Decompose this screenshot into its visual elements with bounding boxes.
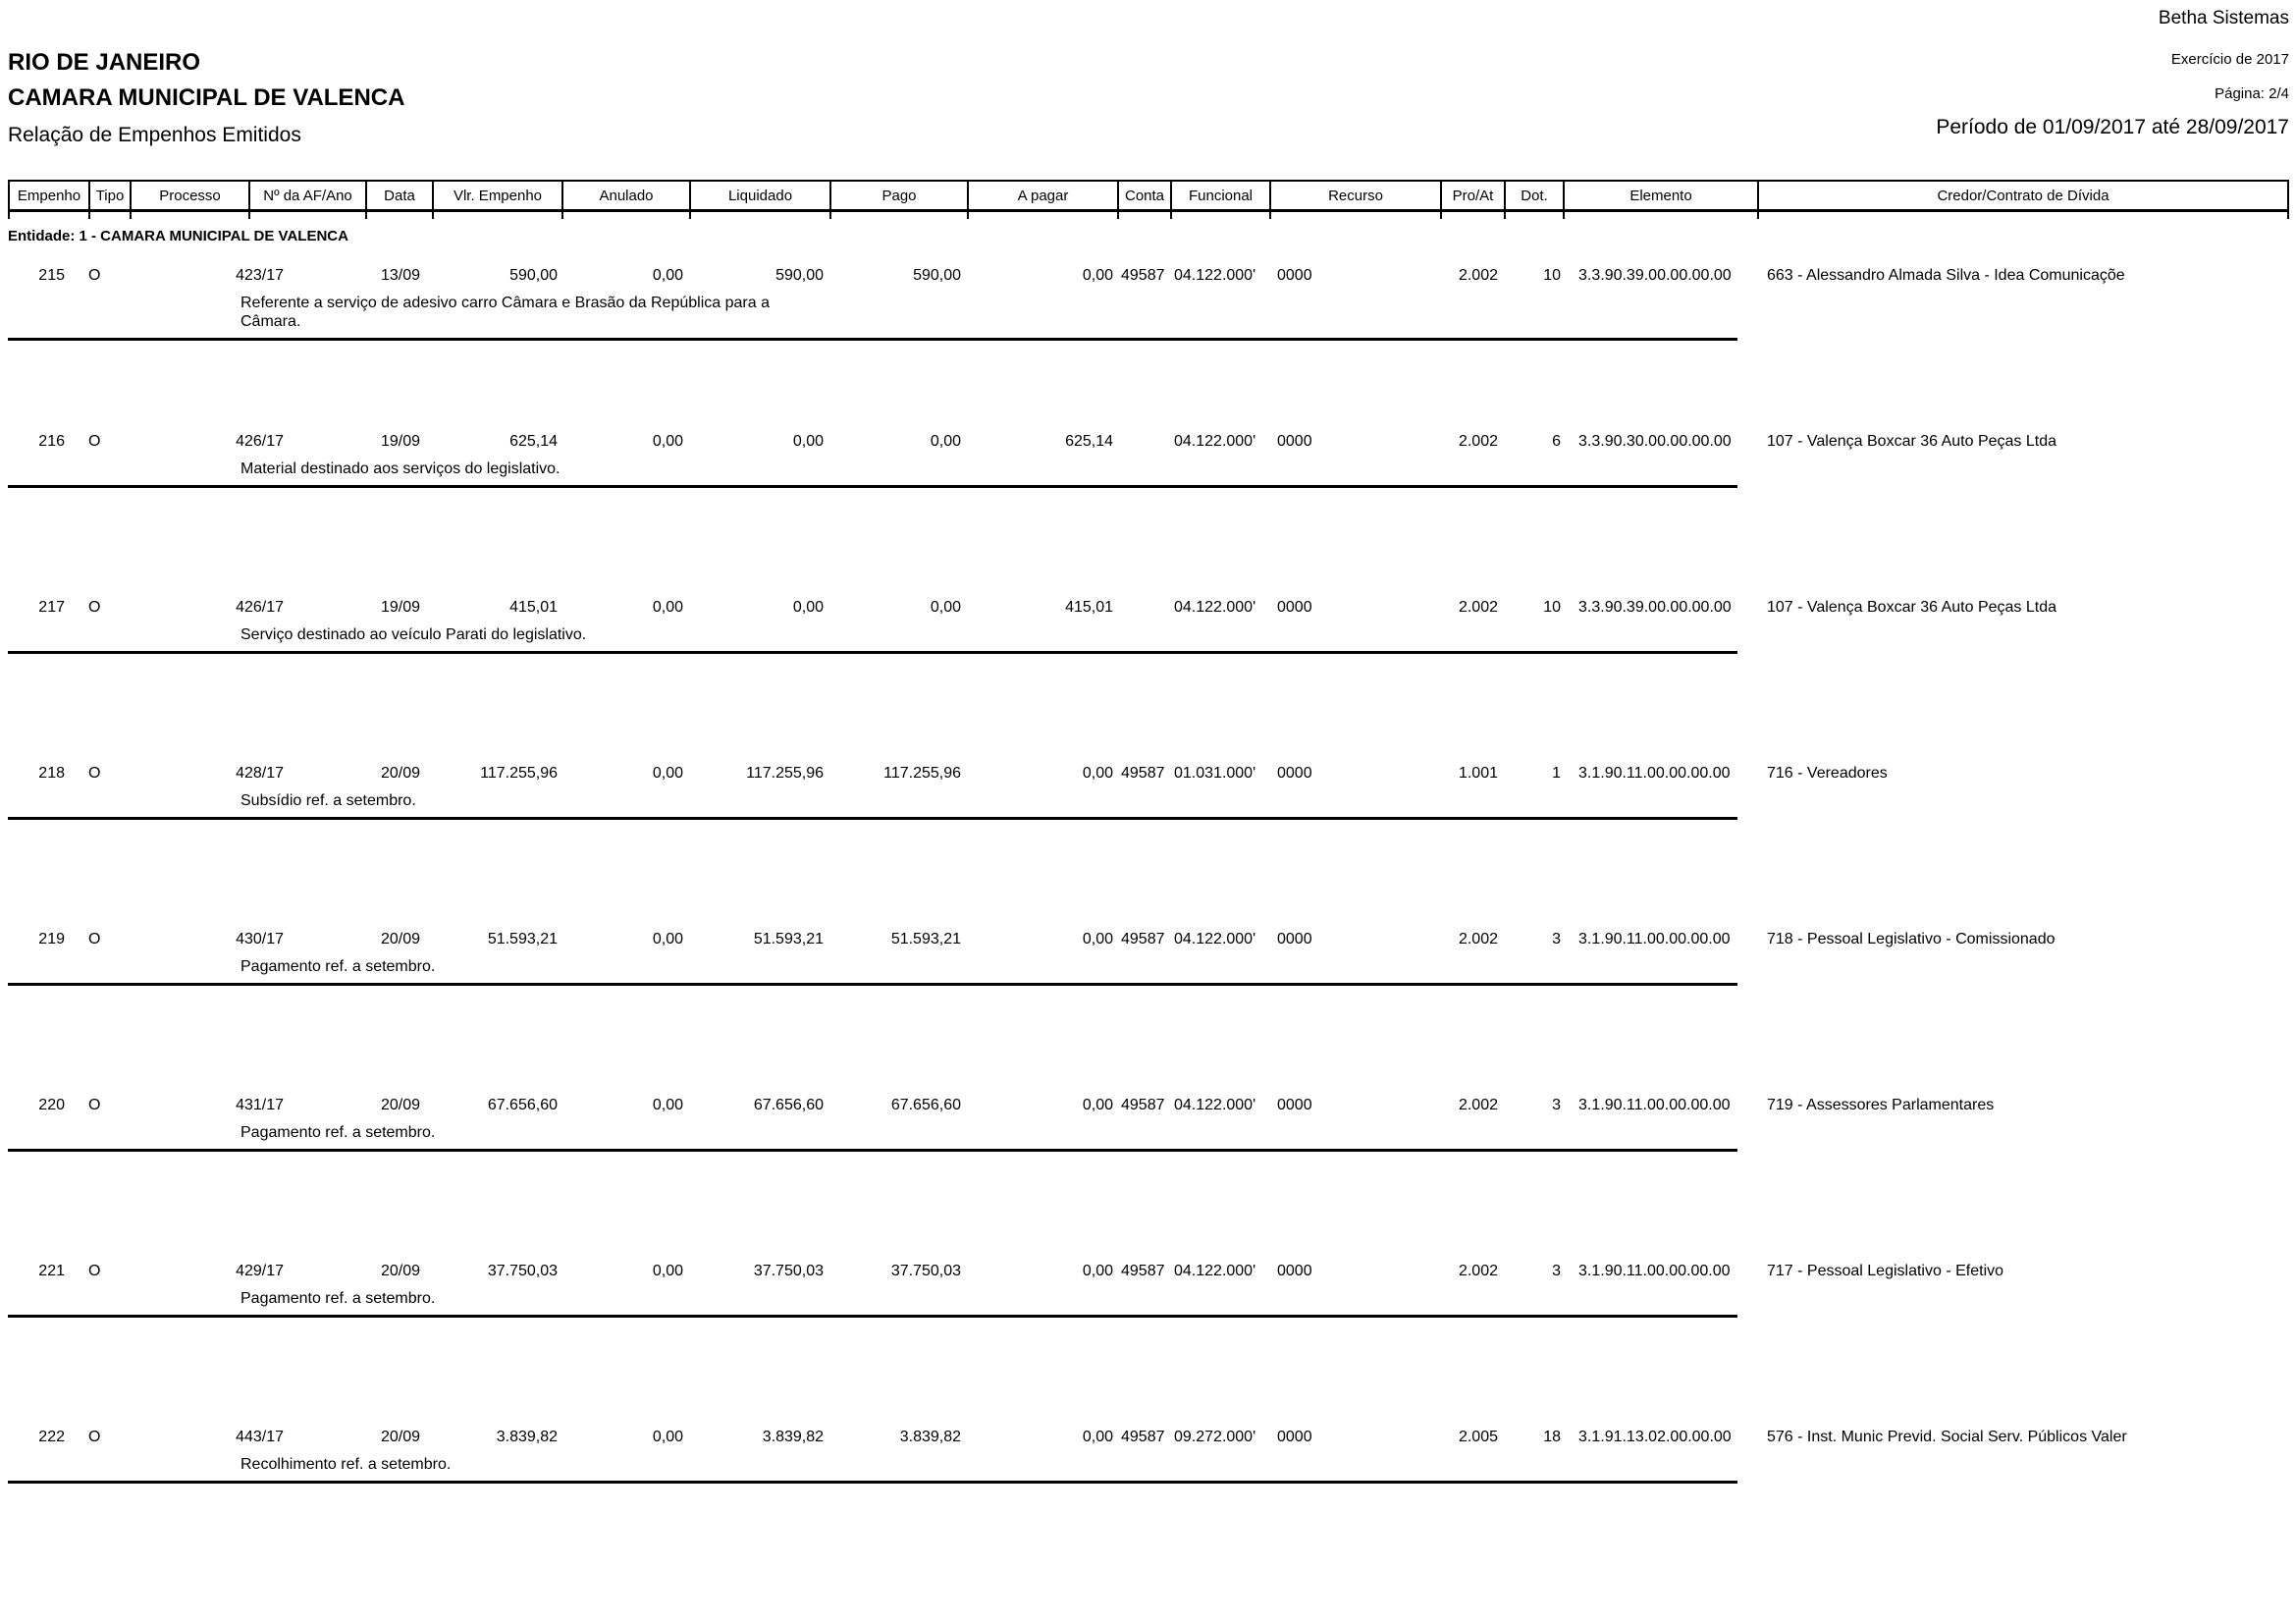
processo-value: 429/17 <box>236 1263 284 1279</box>
vlr-empenho-value: 590,00 <box>509 267 558 284</box>
page-number: Página: 2/4 <box>2215 85 2289 102</box>
recurso-value: 0000 <box>1277 765 1312 782</box>
empenho-record <box>8 432 2296 598</box>
report-title: Relação de Empenhos Emitidos <box>8 124 301 146</box>
column-header-anulado: Anulado <box>563 182 691 209</box>
vlr-empenho-value: 51.593,21 <box>487 931 558 947</box>
elemento-value: 3.3.90.30.00.00.00.00 <box>1578 433 1732 450</box>
credor-value: 663 - Alessandro Almada Silva - Idea Comunicaçõe <box>1767 267 2125 284</box>
data-value: 20/09 <box>380 765 420 782</box>
column-header-dot: Dot. <box>1506 182 1565 209</box>
empenho-number: 220 <box>38 1097 65 1113</box>
empenho-record <box>8 1428 2296 1594</box>
liquidado-value: 67.656,60 <box>753 1097 824 1113</box>
empenho-descricao: Pagamento ref. a setembro. <box>240 958 436 975</box>
entity-name: CAMARA MUNICIPAL DE VALENCA <box>8 84 405 111</box>
data-value: 20/09 <box>380 1263 420 1279</box>
entity-line: Entidade: 1 - CAMARA MUNICIPAL DE VALENCA <box>8 228 348 244</box>
pro-at-value: 2.002 <box>1458 433 1498 450</box>
a-pagar-value: 0,00 <box>1082 1263 1113 1279</box>
empenho-tipo: O <box>88 1263 101 1279</box>
a-pagar-value: 0,00 <box>1082 267 1113 284</box>
column-header-af-ano: Nº da AF/Ano <box>250 182 367 209</box>
credor-value: 718 - Pessoal Legislativo - Comissionado <box>1767 931 2056 947</box>
processo-value: 423/17 <box>236 267 284 284</box>
recurso-value: 0000 <box>1277 599 1312 616</box>
anulado-value: 0,00 <box>652 267 683 284</box>
funcional-value: 04.122.000' <box>1174 599 1256 616</box>
record-separator <box>8 983 1737 986</box>
dot-value: 3 <box>1552 1263 1561 1279</box>
table-column-headers <box>8 180 2289 212</box>
recurso-value: 0000 <box>1277 931 1312 947</box>
column-header-recurso: Recurso <box>1271 182 1442 209</box>
empenho-descricao: Pagamento ref. a setembro. <box>240 1124 436 1141</box>
empenho-number: 218 <box>38 765 65 782</box>
empenho-row <box>8 432 2296 451</box>
empenho-record <box>8 1262 2296 1428</box>
empenho-descricao: Recolhimento ref. a setembro. <box>240 1456 452 1473</box>
column-header-funcional: Funcional <box>1172 182 1271 209</box>
empenho-descricao: Referente a serviço de adesivo carro Câmara e Brasão da República para a Câmara. <box>240 295 770 330</box>
a-pagar-value: 0,00 <box>1082 765 1113 782</box>
elemento-value: 3.1.90.11.00.00.00.00 <box>1578 1097 1731 1113</box>
pago-value: 0,00 <box>930 433 961 450</box>
empenho-record <box>8 1096 2296 1262</box>
pro-at-value: 2.002 <box>1458 1097 1498 1113</box>
dot-value: 3 <box>1552 931 1561 947</box>
conta-value: 49587 <box>1121 765 1165 782</box>
anulado-value: 0,00 <box>652 1097 683 1113</box>
pago-value: 67.656,60 <box>890 1097 961 1113</box>
processo-value: 426/17 <box>236 599 284 616</box>
column-header-a-pagar: A pagar <box>969 182 1119 209</box>
vlr-empenho-value: 37.750,03 <box>487 1263 558 1279</box>
processo-value: 428/17 <box>236 765 284 782</box>
anulado-value: 0,00 <box>652 931 683 947</box>
column-header-conta: Conta <box>1119 182 1172 209</box>
pago-value: 3.839,82 <box>899 1429 961 1445</box>
pro-at-value: 2.002 <box>1458 931 1498 947</box>
liquidado-value: 37.750,03 <box>753 1263 824 1279</box>
vlr-empenho-value: 67.656,60 <box>487 1097 558 1113</box>
record-separator <box>8 338 1737 341</box>
empenho-descricao: Serviço destinado ao veículo Parati do legislativo. <box>240 626 587 643</box>
empenho-number: 215 <box>38 267 65 284</box>
empenho-tipo: O <box>88 433 101 450</box>
recurso-value: 0000 <box>1277 267 1312 284</box>
empenho-record <box>8 266 2296 432</box>
pro-at-value: 2.002 <box>1458 599 1498 616</box>
record-separator <box>8 485 1737 488</box>
recurso-value: 0000 <box>1277 1097 1312 1113</box>
empenho-record <box>8 598 2296 764</box>
empenho-row <box>8 1096 2296 1114</box>
processo-value: 426/17 <box>236 433 284 450</box>
liquidado-value: 51.593,21 <box>753 931 824 947</box>
vendor-name: Betha Sistemas <box>2158 8 2289 28</box>
conta-value: 49587 <box>1121 1097 1165 1113</box>
a-pagar-value: 625,14 <box>1065 433 1113 450</box>
empenho-row <box>8 598 2296 617</box>
column-header-elemento: Elemento <box>1565 182 1759 209</box>
column-header-data: Data <box>367 182 434 209</box>
dot-value: 3 <box>1552 1097 1561 1113</box>
funcional-value: 09.272.000' <box>1174 1429 1256 1445</box>
liquidado-value: 0,00 <box>792 433 824 450</box>
conta-value: 49587 <box>1121 267 1165 284</box>
column-header-empenho: Empenho <box>10 182 90 209</box>
conta-value <box>1117 432 1170 451</box>
af-ano-value <box>307 598 365 617</box>
record-separator <box>8 817 1737 820</box>
elemento-value: 3.3.90.39.00.00.00.00 <box>1578 267 1732 284</box>
pago-value: 590,00 <box>913 267 961 284</box>
empenho-tipo: O <box>88 1429 101 1445</box>
pro-at-value: 2.005 <box>1458 1429 1498 1445</box>
liquidado-value: 590,00 <box>775 267 824 284</box>
data-value: 13/09 <box>380 267 420 284</box>
vlr-empenho-value: 117.255,96 <box>480 765 558 782</box>
pago-value: 51.593,21 <box>890 931 961 947</box>
empenho-row <box>8 266 2296 285</box>
processo-value: 443/17 <box>236 1429 284 1445</box>
funcional-value: 04.122.000' <box>1174 267 1256 284</box>
anulado-value: 0,00 <box>652 433 683 450</box>
records <box>8 266 2296 1594</box>
column-header-liquidado: Liquidado <box>691 182 831 209</box>
af-ano-value <box>307 1262 365 1280</box>
dot-value: 18 <box>1543 1429 1561 1445</box>
data-value: 19/09 <box>380 433 420 450</box>
dot-value: 6 <box>1552 433 1561 450</box>
anulado-value: 0,00 <box>652 765 683 782</box>
elemento-value: 3.1.90.11.00.00.00.00 <box>1578 931 1731 947</box>
af-ano-value <box>307 1096 365 1114</box>
record-separator <box>8 1315 1737 1318</box>
empenho-row <box>8 764 2296 783</box>
empenho-number: 221 <box>38 1263 65 1279</box>
pro-at-value: 1.001 <box>1458 765 1498 782</box>
elemento-value: 3.1.91.13.02.00.00.00 <box>1578 1429 1732 1445</box>
empenho-number: 219 <box>38 931 65 947</box>
dot-value: 10 <box>1543 599 1561 616</box>
funcional-value: 04.122.000' <box>1174 1097 1256 1113</box>
funcional-value: 04.122.000' <box>1174 931 1256 947</box>
empenho-tipo: O <box>88 765 101 782</box>
empenho-row <box>8 930 2296 948</box>
recurso-value: 0000 <box>1277 433 1312 450</box>
column-tick-marks <box>8 212 2289 219</box>
pro-at-value: 2.002 <box>1458 1263 1498 1279</box>
report-period: Período de 01/09/2017 até 28/09/2017 <box>1936 116 2289 138</box>
credor-value: 716 - Vereadores <box>1767 765 1888 782</box>
elemento-value: 3.1.90.11.00.00.00.00 <box>1578 1263 1731 1279</box>
anulado-value: 0,00 <box>652 1429 683 1445</box>
a-pagar-value: 0,00 <box>1082 1429 1113 1445</box>
column-header-vlr-empenho: Vlr. Empenho <box>434 182 563 209</box>
vlr-empenho-value: 415,01 <box>509 599 558 616</box>
af-ano-value <box>307 432 365 451</box>
a-pagar-value: 415,01 <box>1065 599 1113 616</box>
funcional-value: 01.031.000' <box>1174 765 1256 782</box>
empenho-tipo: O <box>88 599 101 616</box>
af-ano-value <box>307 266 365 285</box>
credor-value: 576 - Inst. Munic Previd. Social Serv. Públicos Valer <box>1767 1429 2127 1445</box>
column-header-pago: Pago <box>831 182 969 209</box>
dot-value: 10 <box>1543 267 1561 284</box>
conta-value: 49587 <box>1121 1263 1165 1279</box>
column-header-credor: Credor/Contrato de Dívida <box>1937 187 2109 204</box>
empenho-descricao: Material destinado aos serviços do legislativo. <box>240 460 561 477</box>
recurso-value: 0000 <box>1277 1263 1312 1279</box>
empenho-row <box>8 1428 2296 1446</box>
empenho-tipo: O <box>88 267 101 284</box>
funcional-value: 04.122.000' <box>1174 1263 1256 1279</box>
record-separator <box>8 1149 1737 1152</box>
empenho-tipo: O <box>88 931 101 947</box>
a-pagar-value: 0,00 <box>1082 931 1113 947</box>
liquidado-value: 0,00 <box>792 599 824 616</box>
funcional-value: 04.122.000' <box>1174 433 1256 450</box>
vlr-empenho-value: 3.839,82 <box>496 1429 558 1445</box>
empenho-number: 216 <box>38 433 65 450</box>
empenho-number: 222 <box>38 1429 65 1445</box>
empenho-descricao: Pagamento ref. a setembro. <box>240 1290 436 1307</box>
anulado-value: 0,00 <box>652 599 683 616</box>
data-value: 20/09 <box>380 1097 420 1113</box>
conta-value: 49587 <box>1121 1429 1165 1445</box>
processo-value: 430/17 <box>236 931 284 947</box>
af-ano-value <box>307 764 365 783</box>
conta-value <box>1117 598 1170 617</box>
data-value: 19/09 <box>380 599 420 616</box>
empenho-record <box>8 764 2296 930</box>
pago-value: 117.255,96 <box>883 765 961 782</box>
state-name: RIO DE JANEIRO <box>8 49 201 76</box>
empenho-row <box>8 1262 2296 1280</box>
column-header-pro-at: Pro/At <box>1442 182 1506 209</box>
af-ano-value <box>307 1428 365 1446</box>
pro-at-value: 2.002 <box>1458 267 1498 284</box>
vlr-empenho-value: 625,14 <box>509 433 558 450</box>
recurso-value: 0000 <box>1277 1429 1312 1445</box>
af-ano-value <box>307 930 365 948</box>
empenho-tipo: O <box>88 1097 101 1113</box>
a-pagar-value: 0,00 <box>1082 1097 1113 1113</box>
credor-value: 717 - Pessoal Legislativo - Efetivo <box>1767 1263 2004 1279</box>
liquidado-value: 117.255,96 <box>746 765 824 782</box>
conta-value: 49587 <box>1121 931 1165 947</box>
anulado-value: 0,00 <box>652 1263 683 1279</box>
pago-value: 0,00 <box>930 599 961 616</box>
credor-value: 719 - Assessores Parlamentares <box>1767 1097 1995 1113</box>
column-header-processo: Processo <box>132 182 250 209</box>
pago-value: 37.750,03 <box>890 1263 961 1279</box>
empenho-descricao: Subsídio ref. a setembro. <box>240 792 416 809</box>
data-value: 20/09 <box>380 1429 420 1445</box>
elemento-value: 3.3.90.39.00.00.00.00 <box>1578 599 1732 616</box>
dot-value: 1 <box>1552 765 1561 782</box>
credor-value: 107 - Valença Boxcar 36 Auto Peças Ltda <box>1767 599 2057 616</box>
elemento-value: 3.1.90.11.00.00.00.00 <box>1578 765 1731 782</box>
liquidado-value: 3.839,82 <box>762 1429 824 1445</box>
record-separator <box>8 651 1737 654</box>
empenho-number: 217 <box>38 599 65 616</box>
exercise-label: Exercício de 2017 <box>2170 51 2289 68</box>
empenho-record <box>8 930 2296 1096</box>
credor-value: 107 - Valença Boxcar 36 Auto Peças Ltda <box>1767 433 2057 450</box>
data-value: 20/09 <box>380 931 420 947</box>
record-separator <box>8 1481 1737 1484</box>
processo-value: 431/17 <box>236 1097 284 1113</box>
column-header-tipo: Tipo <box>90 182 132 209</box>
